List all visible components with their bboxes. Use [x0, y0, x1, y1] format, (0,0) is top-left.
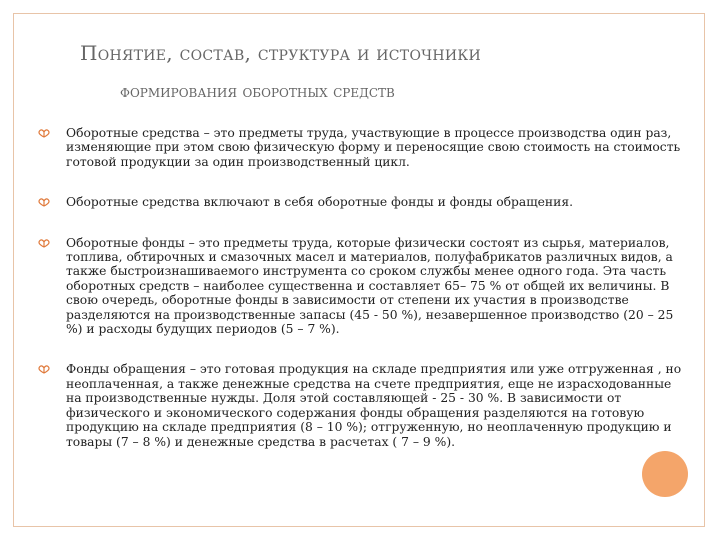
bullet-list: [38, 126, 688, 449]
list-item: [38, 236, 688, 337]
title-line-2: формирования оборотных средств: [120, 82, 395, 102]
list-item: [38, 126, 688, 169]
fleuron-icon: [38, 238, 50, 248]
list-item-text: Фонды обращения – это готовая продукция на складе предприятия или уже отгруженная , но неоплаченная, а также денежные средства на счете предприятия, еще не израсходованные на производственные нужды. Доля этой составляющей - 25 - 30 %. В зависимости от физического и экономического содержания фонды обращения разделяются на готовую продукцию на складе предприятия (8 – 10 %); отгруженную, но неоплаченную продукцию и товары (7 – 8 %) и денежные средства в расчетах ( 7 – 9 %).: [66, 362, 682, 449]
list-item-text: Оборотные средства – это предметы труда, участвующие в процессе производства один раз, изменяющие при этом свою физическую форму и переносящие свою стоимость на стоимость готовой продукции за один производственный цикл.: [66, 126, 681, 169]
list-item: [38, 362, 688, 448]
fleuron-icon: [38, 128, 50, 138]
slide-title: [80, 40, 640, 105]
fleuron-icon: [38, 197, 50, 207]
list-item-text: Оборотные фонды – это предметы труда, которые физически состоят из сырья, материалов, топлива, обтирочных и смазочных масел и материалов, полуфабрикатов различных видов, а также быстроизнашиваемого инструмента со сроком службы менее одного года. Эта часть оборотных средств – наиболее существенна и составляет 65– 75 % от общей их величины. В свою очередь, оборотные фонды в зависимости от степени их участия в производстве разделяются на производственные запасы (45 - 50 %), незавершенное производство (20 – 25 %) и расходы будущих периодов (5 – 7 %).: [66, 235, 674, 337]
list-item: [38, 195, 688, 209]
fleuron-icon: [38, 364, 50, 374]
decorative-circle: [642, 451, 688, 497]
list-item-text: Оборотные средства включают в себя оборотные фонды и фонды обращения.: [66, 195, 573, 210]
title-line-1: Понятие, состав, структура и источники: [80, 41, 482, 65]
